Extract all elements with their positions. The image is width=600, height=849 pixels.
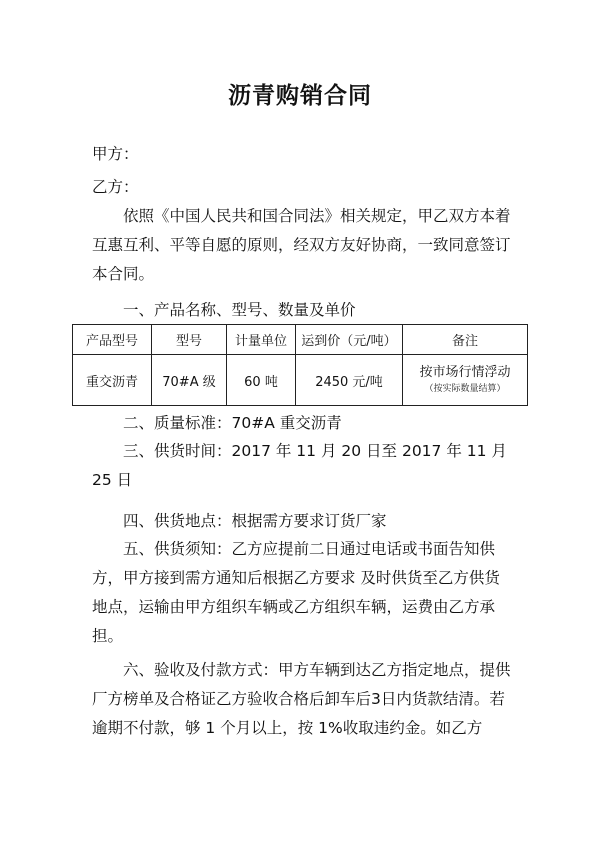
header-product-type: 产品型号 (73, 325, 152, 355)
section-4-heading: 四、供货地点：根据需方要求订货厂家 (123, 512, 387, 530)
cell-unit: 60 吨 (227, 355, 296, 406)
header-note: 备注 (403, 325, 528, 355)
table-row (73, 355, 528, 406)
intro-paragraph: 依照《中国人民共和国合同法》相关规定，甲乙双方本着互惠互利、平等自愿的原则，经双方友好协商，一致同意签订本合同。 (92, 207, 511, 283)
section-2-heading: 二、质量标准：70#A 重交沥青 (123, 414, 342, 432)
cell-product: 重交沥青 (73, 355, 152, 406)
product-table (72, 324, 528, 406)
header-unit: 计量单位 (227, 325, 296, 355)
contract-title: 沥青购销合同 (228, 83, 372, 109)
cell-note (403, 355, 528, 406)
note-sub: （按实际数量结算） (424, 384, 506, 394)
header-model: 型号 (152, 325, 227, 355)
header-price: 运到价（元/吨） (296, 325, 403, 355)
note-main: 按市场行情浮动 (419, 365, 511, 380)
section-6-paragraph: 六、验收及付款方式：甲方车辆到达乙方指定地点，提供厂方榜单及合格证乙方验收合格后卸车后3日内货款结清。若逾期不付款，够 1 个月以上，按 1%收取违约金。如乙方 (92, 661, 511, 737)
cell-model: 70#A 级 (152, 355, 227, 406)
section-1-heading: 一、产品名称、型号、数量及单价 (123, 301, 356, 319)
cell-price: 2450 元/吨 (296, 355, 403, 406)
table-header-row (73, 325, 528, 355)
section-3-paragraph: 三、供货时间：2017 年 11 月 20 日至 2017 年 11 月 25 日 (92, 442, 507, 489)
section-5-paragraph: 五、供货须知：乙方应提前二日通过电话或书面告知供方，甲方接到需方通知后根据乙方要求 及时供货至乙方供货地点，运输由甲方组织车辆或乙方组织车辆，运费由乙方承担。 (92, 540, 500, 645)
party-a-label: 甲方： (92, 145, 139, 163)
party-b-label: 乙方： (92, 178, 139, 196)
